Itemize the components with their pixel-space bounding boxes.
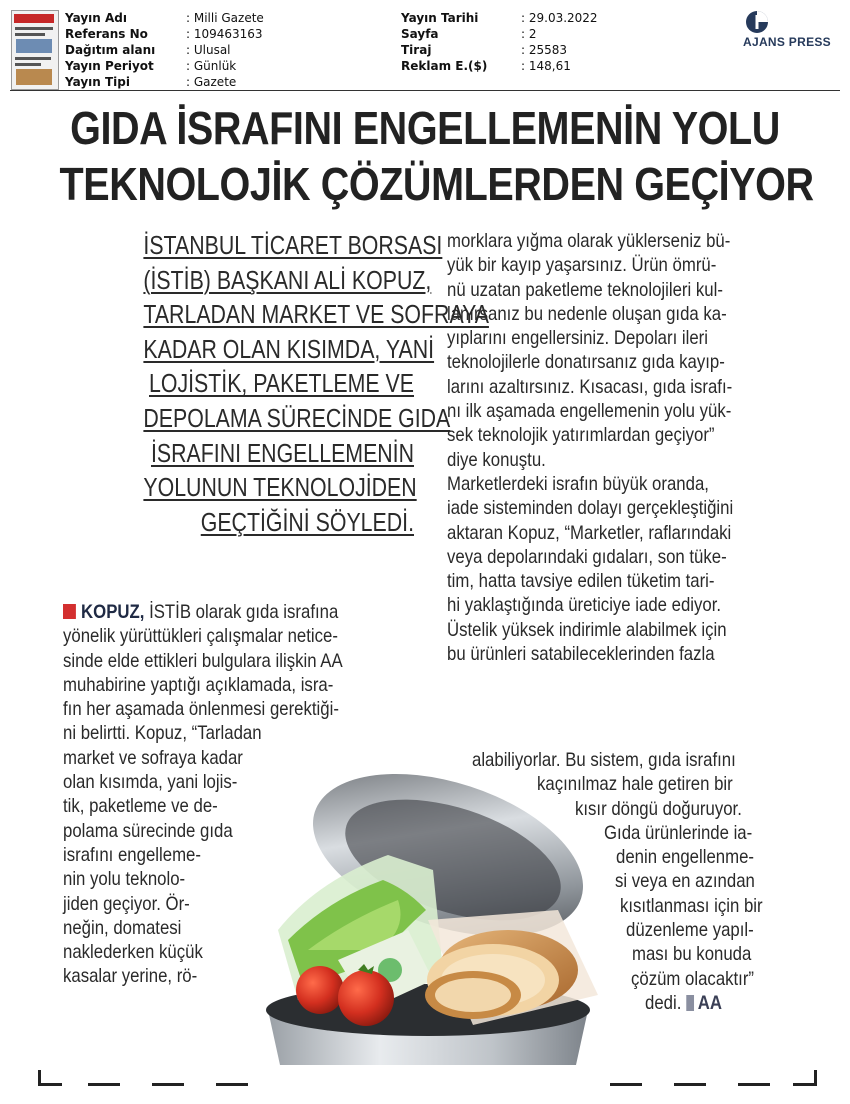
article-spot [84, 228, 489, 539]
article-body-right [447, 229, 780, 666]
logo-text: AJANS PRESS [743, 35, 831, 49]
body-line: polama sürecinde gıda [63, 819, 233, 842]
body-line: Marketlerdeki israfın büyük oranda, [447, 472, 709, 495]
headline-line: TEKNOLOJİK ÇÖZÜMLERDEN GEÇİYOR [59, 158, 814, 210]
spot-line: YOLUNUN TEKNOLOJİDEN [143, 472, 417, 503]
body-line: nin yolu teknolo- [63, 868, 186, 891]
headline-line: GIDA İSRAFINI ENGELLEMENİN YOLU [70, 102, 780, 154]
crop-mark [674, 1083, 706, 1086]
label-reklam: Reklam E.($) [401, 59, 488, 73]
body-line: larını azaltırsınız. Kısacası, gıda israfı- [447, 375, 733, 398]
food-waste-bin-photo [258, 760, 604, 1065]
body-line: naklederken küçük [63, 941, 203, 964]
value-referans-no: : 109463163 [186, 27, 263, 41]
value-tiraj: : 25583 [521, 43, 568, 57]
ajans-press-logo-icon [745, 10, 769, 34]
body-line: hi yaklaştığında üreticiye iade ediyor. [447, 594, 722, 617]
spot-line: İSTANBUL TİCARET BORSASI [143, 230, 443, 260]
closing-text: dedi. [645, 991, 682, 1014]
body-line: neğin, domatesi [63, 916, 182, 939]
body-line: fın her aşamada önlenmesi gerektiği- [63, 698, 339, 721]
article-headline [0, 100, 850, 212]
spot-line: KADAR OLAN KISIMDA, YANİ [143, 333, 435, 364]
lead-text: İSTİB olarak gıda israfına [144, 601, 339, 623]
spot-line: DEPOLAMA SÜRECİNDE GIDA [143, 402, 451, 433]
crop-mark [738, 1083, 770, 1086]
body-line: Gıda ürünlerinde ia- [604, 821, 753, 844]
spot-line: LOJİSTİK, PAKETLEME VE [148, 368, 414, 399]
body-line: nı ilk aşamada engellemenin yolu yük- [447, 400, 732, 423]
value-sayfa: : 2 [521, 27, 537, 41]
spot-line: GEÇTİĞİNİ SÖYLEDİ. [200, 506, 414, 537]
body-line: bu ürünleri satabileceklerinden fazla [447, 643, 715, 666]
spot-line: TARLADAN MARKET VE SOFRAYA [143, 299, 489, 330]
value-yayin-tipi: : Gazete [186, 75, 237, 89]
body-line: iade sisteminden dolayı gerçekleştiğini [447, 497, 734, 520]
crop-mark [88, 1083, 120, 1086]
crop-mark [814, 1070, 817, 1086]
body-line: tim, hatta tavsiye edilen tüketim tari- [447, 570, 715, 593]
body-line: lanırsanız bu nedenle oluşan gıda ka- [447, 302, 727, 325]
body-line: tik, paketleme ve de- [63, 795, 218, 818]
lead-name: KOPUZ, [81, 601, 145, 623]
spot-line: İSRAFINI ENGELLEMENİN [150, 437, 414, 468]
body-line: ni belirtti. Kopuz, “Tarladan [63, 722, 262, 745]
body-line: yük bir kayıp yaşarsınız. Ürün ömrü- [447, 254, 717, 277]
body-line: teknolojilerle donatırsanız gıda kayıp- [447, 351, 725, 374]
body-line: olan kısımda, yani lojis- [63, 771, 238, 794]
value-yayin-tarihi: : 29.03.2022 [521, 11, 598, 25]
body-line: sinde elde ettikleri bulgulara ilişkin AA [63, 649, 343, 672]
source-square-icon [687, 995, 695, 1011]
body-line: kasalar yerine, rö- [63, 965, 198, 988]
crop-mark [216, 1083, 248, 1086]
body-line: yönelik yürüttükleri çalışmalar netice- [63, 625, 338, 648]
body-line: Üstelik yüksek indirimle alabilmek için [447, 618, 727, 641]
crop-mark [152, 1083, 184, 1086]
value-reklam: : 148,61 [521, 59, 571, 73]
label-yayin-adi: Yayın Adı [65, 11, 127, 25]
label-yayin-periyot: Yayın Periyot [65, 59, 154, 73]
body-line: israfını engelleme- [63, 843, 201, 866]
header-divider [10, 90, 840, 91]
label-referans-no: Referans No [65, 27, 148, 41]
body-line: alabiliyorlar. Bu sistem, gıda israfını [472, 749, 736, 771]
body-line: diye konuştu. [447, 448, 546, 471]
spot-line: (İSTİB) BAŞKANI ALİ KOPUZ, [143, 264, 432, 295]
body-line: sek teknolojik yatırımlardan geçiyor” [447, 424, 715, 447]
body-line: si veya en azından [615, 870, 755, 893]
body-line: yıplarını engellersiniz. Depoları ileri [447, 327, 708, 350]
lead-square-icon [63, 604, 76, 619]
body-line: aktaran Kopuz, “Marketler, raflarındaki [447, 521, 732, 544]
body-line: kısıtlanması için bir [620, 894, 763, 917]
body-line: veya depolarındaki gıdaları, son tüke- [447, 545, 727, 568]
crop-mark [38, 1083, 62, 1086]
value-yayin-adi: : Milli Gazete [186, 11, 264, 25]
newspaper-thumbnail [11, 10, 59, 90]
crop-mark [610, 1083, 642, 1086]
body-line: jiden geçiyor. Ör- [63, 892, 190, 915]
body-line: market ve sofraya kadar [63, 746, 243, 769]
body-line: morklara yığma olarak yüklerseniz bü- [447, 230, 731, 252]
label-yayin-tipi: Yayın Tipi [65, 75, 130, 89]
value-dagitim-alani: : Ulusal [186, 43, 231, 57]
label-dagitim-alani: Dağıtım alanı [65, 43, 156, 57]
source-label: AA [697, 991, 722, 1014]
body-line: düzenleme yapıl- [626, 919, 754, 942]
body-line: çözüm olacaktır” [631, 967, 755, 990]
body-line: muhabirine yaptığı açıklamada, isra- [63, 673, 334, 696]
body-line: ması bu konuda [632, 943, 752, 966]
ajans-press-logo [743, 10, 843, 50]
body-line: kısır döngü doğuruyor. [575, 797, 742, 820]
label-sayfa: Sayfa [401, 27, 439, 41]
value-yayin-periyot: : Günlük [186, 59, 237, 73]
body-line: kaçınılmaz hale getiren bir [537, 773, 733, 796]
body-line: nü uzatan paketleme teknolojileri kul- [447, 278, 723, 301]
body-line [63, 600, 343, 624]
body-line-last [645, 991, 766, 1015]
label-tiraj: Tiraj [401, 43, 432, 57]
label-yayin-tarihi: Yayın Tarihi [401, 11, 479, 25]
body-line: denin engellenme- [616, 846, 754, 869]
